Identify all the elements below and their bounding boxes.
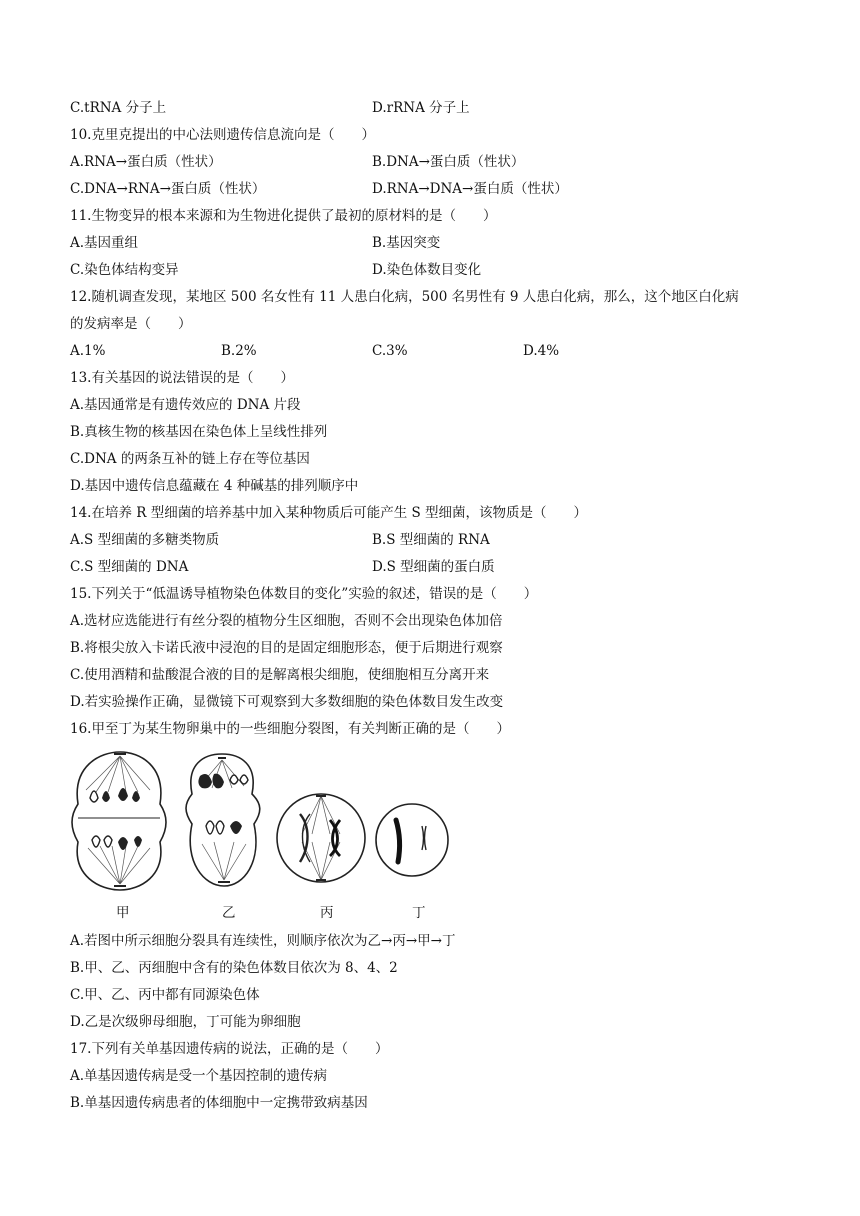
q11-stem: 11.生物变异的根本来源和为生物进化提供了最初的原材料的是（ ） (70, 208, 497, 224)
q17-stem: 17.下列有关单基因遗传病的说法，正确的是（ ） (70, 1041, 389, 1057)
q13-option-c: C.DNA 的两条互补的链上存在等位基因 (70, 451, 310, 467)
q15-option-c: C.使用酒精和盐酸混合液的目的是解离根尖细胞，使细胞相互分离开来 (70, 667, 490, 683)
q11-option-b: B.基因突变 (372, 235, 441, 251)
caption-bing: 丙 (320, 905, 334, 921)
q9-option-d: D.rRNA 分子上 (372, 100, 470, 116)
q16-option-b: B.甲、乙、丙细胞中含有的染色体数目依次为 8、4、2 (70, 960, 398, 976)
q14-option-d: D.S 型细菌的蛋白质 (372, 559, 495, 575)
q10-option-b: B.DNA→蛋白质（性状） (372, 154, 525, 170)
q12-option-a: A.1% (70, 343, 106, 359)
q12-option-d: D.4% (523, 343, 560, 359)
q12-option-b: B.2% (221, 343, 257, 359)
cell-division-figure (66, 746, 466, 896)
q12-stem-line2: 的发病率是（ ） (70, 316, 192, 332)
cell-jia (72, 752, 166, 890)
q16-option-d: D.乙是次级卵母细胞，丁可能为卵细胞 (70, 1014, 301, 1030)
q14-option-c: C.S 型细菌的 DNA (70, 559, 189, 575)
q13-option-d: D.基因中遗传信息蕴藏在 4 种碱基的排列顺序中 (70, 478, 359, 494)
q15-option-a: A.选材应选能进行有丝分裂的植物分生区细胞，否则不会出现染色体加倍 (70, 613, 503, 629)
q12-option-c: C.3% (372, 343, 408, 359)
q12-stem-line1: 12.随机调查发现，某地区 500 名女性有 11 人患白化病，500 名男性有 9 人患白化病，那么，这个地区白化病 (70, 289, 739, 305)
q14-option-a: A.S 型细菌的多糖类物质 (70, 532, 220, 548)
caption-jia: 甲 (116, 905, 130, 921)
q16-option-c: C.甲、乙、丙中都有同源染色体 (70, 987, 260, 1003)
q11-option-d: D.染色体数目变化 (372, 262, 482, 278)
q9-option-c: C.tRNA 分子上 (70, 100, 167, 116)
cell-bing (277, 794, 365, 882)
q15-option-d: D.若实验操作正确，显微镜下可观察到大多数细胞的染色体数目发生改变 (70, 694, 504, 710)
q10-option-d: D.RNA→DNA→蛋白质（性状） (372, 181, 568, 197)
cell-yi (186, 754, 260, 886)
q10-option-c: C.DNA→RNA→蛋白质（性状） (70, 181, 266, 197)
q11-option-a: A.基因重组 (70, 235, 139, 251)
q15-option-b: B.将根尖放入卡诺氏液中浸泡的目的是固定细胞形态，便于后期进行观察 (70, 640, 503, 656)
q17-option-a: A.单基因遗传病是受一个基因控制的遗传病 (70, 1068, 328, 1084)
q14-stem: 14.在培养 R 型细菌的培养基中加入某种物质后可能产生 S 型细菌，该物质是（ ） (70, 505, 588, 521)
q11-option-c: C.染色体结构变异 (70, 262, 179, 278)
cell-division-svg (66, 746, 466, 896)
q16-option-a: A.若图中所示细胞分裂具有连续性，则顺序依次为乙→丙→甲→丁 (70, 933, 456, 949)
q10-option-a: A.RNA→蛋白质（性状） (70, 154, 222, 170)
q17-option-b: B.单基因遗传病患者的体细胞中一定携带致病基因 (70, 1095, 368, 1111)
q13-option-b: B.真核生物的核基因在染色体上呈线性排列 (70, 424, 328, 440)
q15-stem: 15.下列关于“低温诱导植物染色体数目的变化”实验的叙述，错误的是（ ） (70, 586, 538, 602)
cell-ding (376, 804, 448, 876)
q10-stem: 10.克里克提出的中心法则遗传信息流向是（ ） (70, 127, 375, 143)
q16-stem: 16.甲至丁为某生物卵巢中的一些细胞分裂图，有关判断正确的是（ ） (70, 721, 510, 737)
caption-yi: 乙 (222, 905, 236, 921)
q13-option-a: A.基因通常是有遗传效应的 DNA 片段 (70, 397, 301, 413)
q13-stem: 13.有关基因的说法错误的是（ ） (70, 370, 294, 386)
caption-ding: 丁 (412, 905, 426, 921)
q14-option-b: B.S 型细菌的 RNA (372, 532, 490, 548)
